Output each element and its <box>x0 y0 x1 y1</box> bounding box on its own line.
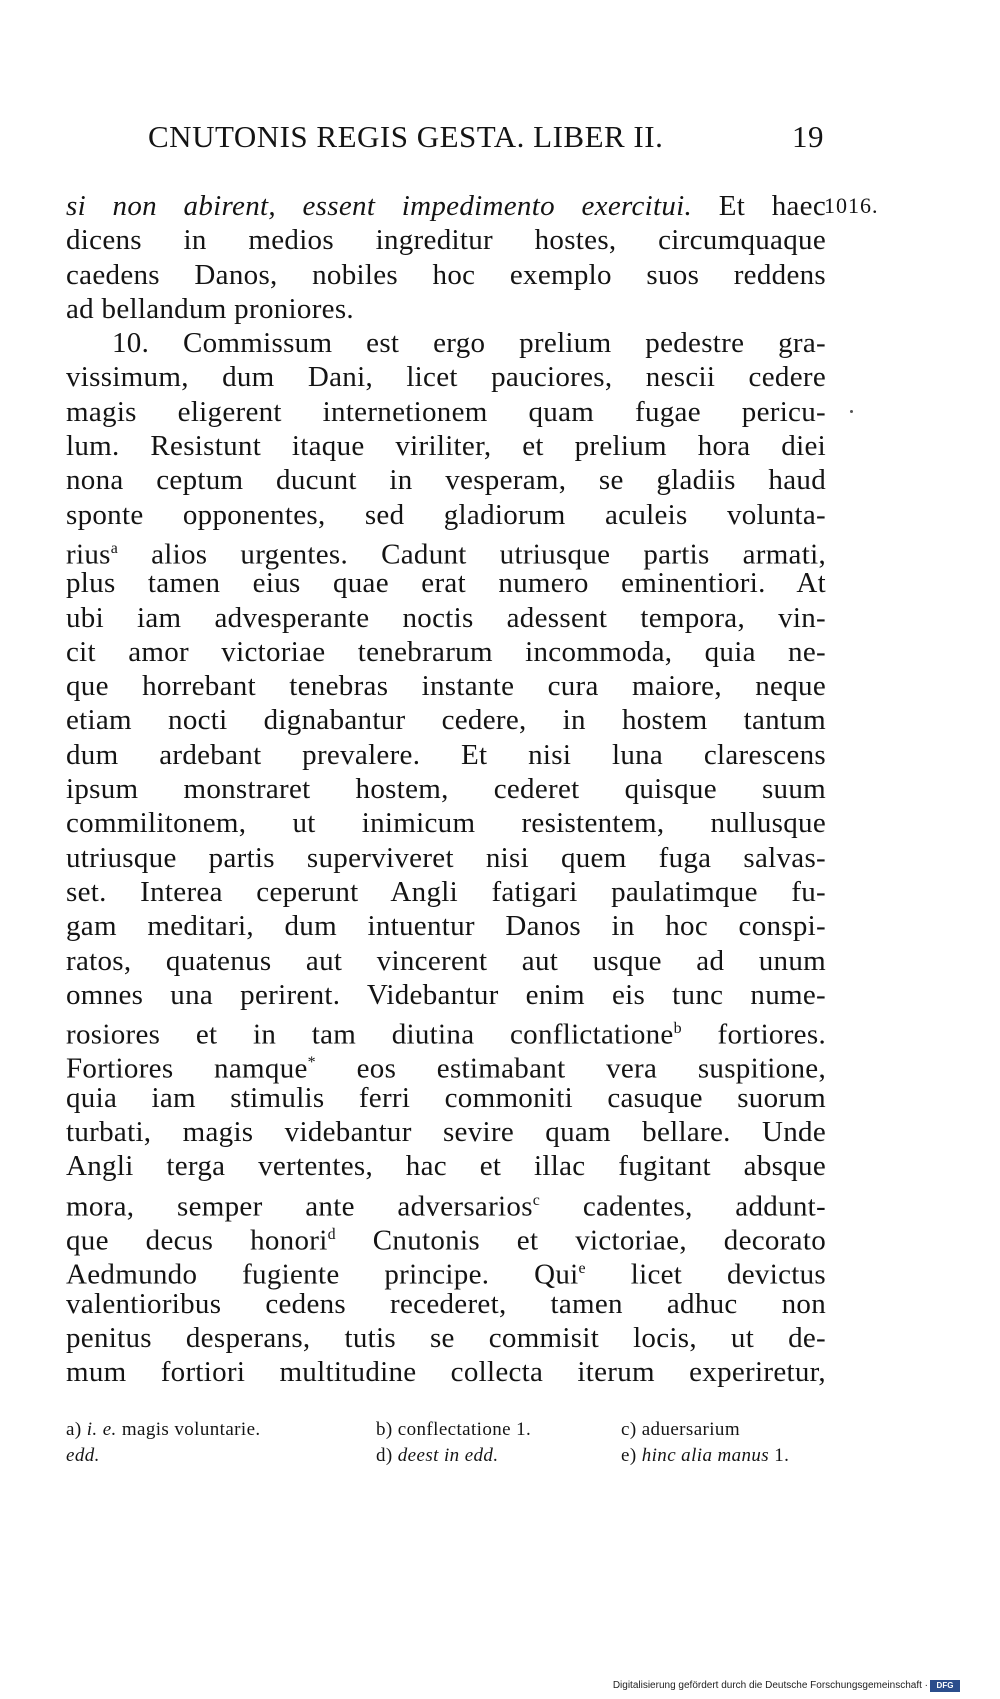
text-run: Fortiores namque <box>66 1053 308 1086</box>
text-run: sponte opponentes, sed gladiorum aculeis volunta- <box>66 498 826 531</box>
scan-speck <box>850 410 853 413</box>
text-run: ipsum monstraret hostem, cederet quisque suum <box>66 773 826 806</box>
text-line <box>66 429 826 463</box>
text-run: valentioribus cedens recederet, tamen adhuc non <box>66 1287 826 1320</box>
text-run: magis eligerent internetionem quam fugae pericu- <box>66 395 826 428</box>
text-run: Aedmundo fugiente principe. Qui <box>66 1258 579 1291</box>
margin-year-note: 1016. <box>824 193 879 218</box>
text-run: rosiores et in tam diutina conflictatione <box>66 1018 674 1051</box>
page-number: 19 <box>792 119 824 154</box>
text-run: Et haec <box>692 190 827 222</box>
text-run: Angli terga vertentes, hac et illac fugitant absque <box>66 1150 826 1183</box>
text-line <box>66 292 826 326</box>
text-line <box>66 1321 826 1355</box>
text-line <box>66 601 826 635</box>
text-run: fortiores. <box>681 1018 826 1051</box>
text-run: omnes una perirent. Videbantur enim eis tunc nume- <box>66 978 826 1011</box>
text-run: vissimum, dum Dani, licet pauciores, nescii cedere <box>66 361 826 394</box>
text-line <box>66 978 826 1012</box>
footnote-marker: * <box>307 1054 316 1072</box>
digitization-credit <box>613 1678 960 1694</box>
text-run: a) <box>66 1419 87 1440</box>
text-line <box>66 806 826 840</box>
text-run: set. Interea ceperunt Angli fatigari paulatimque fu- <box>66 875 826 908</box>
text-line <box>66 1081 826 1115</box>
italic-text: deest in edd. <box>397 1445 499 1466</box>
footnote <box>376 1443 498 1469</box>
text-run: nona ceptum ducunt in vesperam, se gladiis haud <box>66 464 826 497</box>
text-line <box>66 223 826 257</box>
text-run: ubi iam advesperante noctis adessent tempora, vin- <box>66 601 826 634</box>
body-text <box>66 189 826 1389</box>
text-line <box>66 944 826 978</box>
italic-text: hinc alia manus <box>641 1445 770 1466</box>
text-run: caedens Danos, nobiles hoc exemplo suos reddens <box>66 258 826 291</box>
text-run: ad bellandum proniores. <box>66 292 354 325</box>
footnote-marker: e <box>578 1260 586 1278</box>
footnote <box>621 1443 789 1469</box>
italic-text: i. e. <box>86 1419 117 1440</box>
text-run: mora, semper ante adversarios <box>66 1190 533 1223</box>
text-run: mum fortiori multitudine collecta iterum experiretur, <box>66 1356 826 1389</box>
text-line <box>66 326 826 360</box>
text-line <box>66 635 826 669</box>
text-line <box>66 1355 826 1389</box>
dfg-logo-icon: DFG <box>930 1680 960 1692</box>
text-line <box>66 1012 826 1051</box>
text-run: 10. Commissum est ergo prelium pedestre gra- <box>112 327 826 360</box>
text-run: alios urgentes. Cadunt utriusque partis armati, <box>118 538 826 571</box>
text-run: 1. <box>769 1445 790 1466</box>
credit-text: Digitalisierung gefördert durch die Deutsche Forschungsgemeinschaft · <box>612 1680 928 1691</box>
text-run: cadentes, addunt- <box>540 1190 826 1223</box>
text-run: que horrebant tenebras instante cura maiore, neque <box>66 670 826 703</box>
running-head <box>148 112 824 162</box>
text-line <box>66 841 826 875</box>
text-line <box>66 189 826 223</box>
footnote <box>621 1417 740 1443</box>
text-line <box>66 1149 826 1183</box>
text-run: cit amor victoriae tenebrarum incommoda, quia ne- <box>66 635 826 668</box>
footnotes <box>66 1417 826 1469</box>
running-head-title: CNUTONIS REGIS GESTA. LIBER II. <box>148 119 664 154</box>
text-line <box>66 1252 827 1291</box>
text-line <box>66 738 826 772</box>
text-run: que decus honori <box>66 1224 328 1257</box>
text-line <box>66 463 826 497</box>
text-line <box>66 909 826 943</box>
footnote-row <box>66 1443 826 1469</box>
text-run: e) <box>621 1445 642 1466</box>
text-line <box>66 532 826 571</box>
footnote <box>376 1417 531 1443</box>
text-run: gam meditari, dum intuentur Danos in hoc conspi- <box>66 910 826 943</box>
text-run: turbati, magis videbantur sevire quam bellare. Unde <box>66 1116 826 1149</box>
text-run: utriusque partis superviveret nisi quem fuga salvas- <box>66 841 826 874</box>
footnote-marker: b <box>673 1020 682 1038</box>
text-run: penitus desperans, tutis se commisit locis, ut de- <box>66 1321 826 1354</box>
text-run: quia iam stimulis ferri commoniti casuque suorum <box>66 1081 826 1114</box>
text-line <box>66 1287 826 1321</box>
footnote-marker: c <box>532 1191 541 1209</box>
text-run: dicens in medios ingreditur hostes, circumquaque <box>66 224 826 257</box>
text-line <box>66 258 826 292</box>
text-line <box>66 669 826 703</box>
text-line <box>66 360 826 394</box>
text-run: c) aduersarium <box>621 1419 741 1440</box>
italic-text: si non abirent, essent impedimento exercitui. <box>66 190 693 222</box>
footnote-marker: d <box>327 1225 336 1243</box>
text-run: lum. Resistunt itaque viriliter, et prelium hora diei <box>66 430 826 463</box>
text-run: ratos, quatenus aut vincerent aut usque ad unum <box>66 944 826 977</box>
footnote-marker: a <box>110 539 119 557</box>
text-run: commilitonem, ut inimicum resistentem, nullusque <box>66 807 826 840</box>
text-run: eos estimabant vera suspitione, <box>315 1053 826 1086</box>
text-line <box>66 1115 826 1149</box>
footnote <box>66 1417 261 1443</box>
text-line <box>66 1046 826 1086</box>
text-line <box>66 566 826 600</box>
text-run: licet devictus <box>585 1258 827 1291</box>
text-line <box>66 1184 826 1223</box>
text-line <box>66 703 826 737</box>
text-run: Cnutonis et victoriae, decorato <box>335 1224 827 1257</box>
text-line <box>66 498 826 532</box>
footnote-row <box>66 1417 826 1443</box>
text-run: b) conflectatione 1. <box>376 1419 532 1440</box>
text-run: magis voluntarie. <box>116 1419 261 1440</box>
italic-text: edd. <box>66 1445 100 1466</box>
text-run: plus tamen eius quae erat numero eminentiori. At <box>66 567 826 600</box>
text-line <box>66 772 826 806</box>
text-run: etiam nocti dignabantur cedere, in hostem tantum <box>66 704 826 737</box>
footnote <box>66 1443 100 1469</box>
text-run: rius <box>66 538 111 571</box>
text-run: d) <box>376 1445 398 1466</box>
text-line <box>66 1218 827 1257</box>
text-line <box>66 875 826 909</box>
text-line <box>66 395 826 429</box>
text-run: dum ardebant prevalere. Et nisi luna clarescens <box>66 738 826 771</box>
